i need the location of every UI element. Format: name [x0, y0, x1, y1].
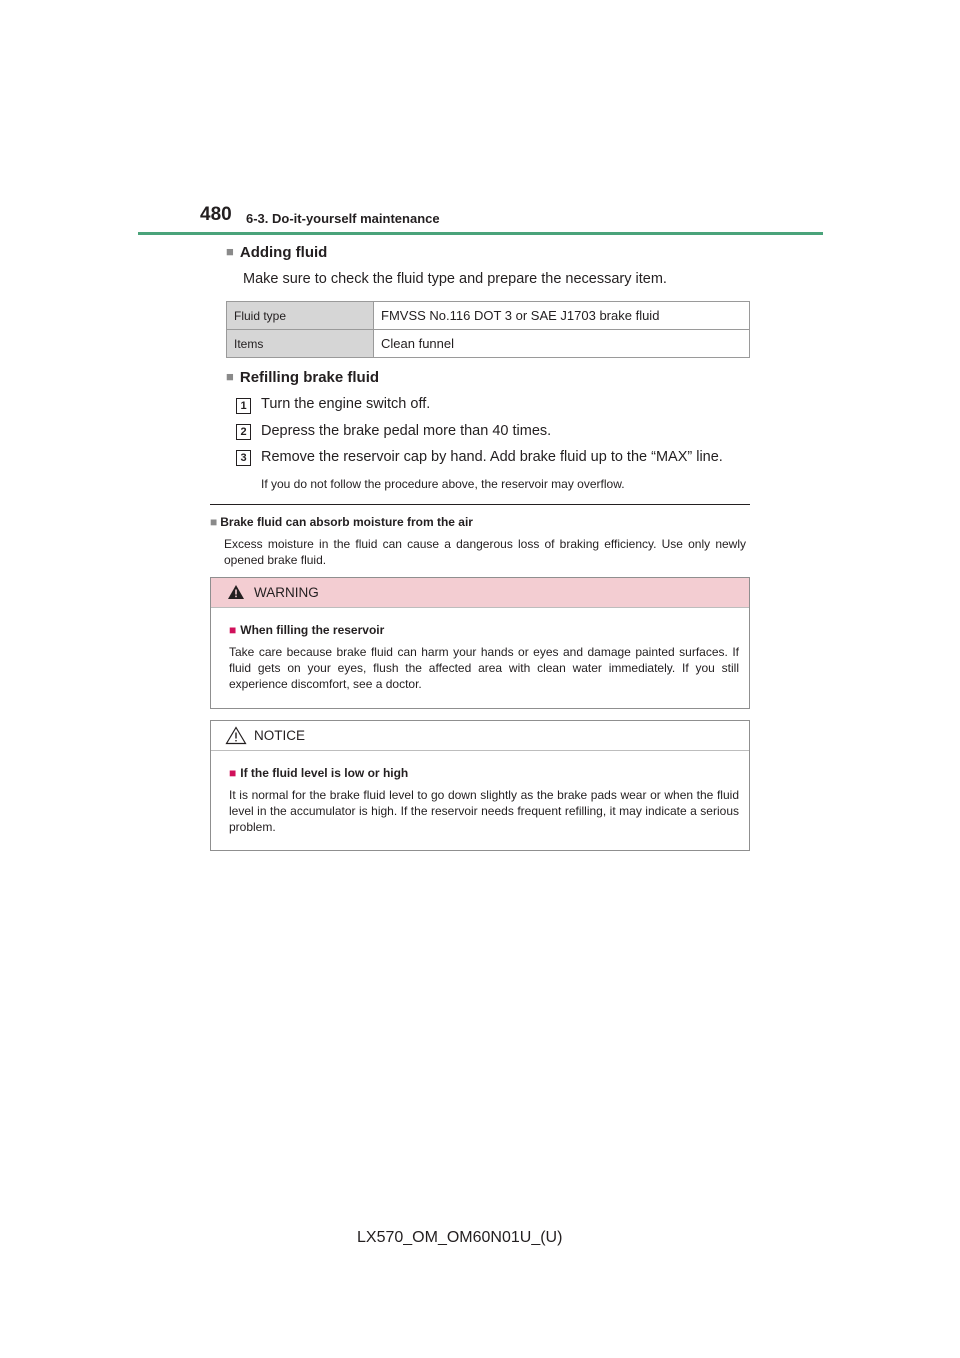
step-number: 2 — [236, 424, 251, 440]
square-bullet-icon: ■ — [226, 369, 234, 384]
square-bullet-icon: ■ — [229, 766, 237, 780]
square-bullet-icon: ■ — [229, 623, 237, 637]
moisture-heading-text: Brake fluid can absorb moisture from the air — [220, 515, 473, 529]
square-bullet-icon: ■ — [210, 515, 218, 529]
section-title: 6-3. Do-it-yourself maintenance — [246, 211, 440, 226]
warning-text: Take care because brake fluid can harm your hands or eyes and damage painted surfaces. If fluid gets on your eyes, flush the affected area with clean water immediately. If you still experience discomfort, see a doctor. — [229, 645, 739, 691]
notice-triangle-icon — [225, 726, 247, 745]
notice-box — [210, 720, 750, 851]
warning-box — [210, 577, 750, 709]
notice-header — [211, 721, 749, 751]
fluid-table — [226, 301, 750, 358]
notice-subheading-text: If the fluid level is low or high — [240, 766, 409, 780]
adding-fluid-heading — [226, 244, 327, 261]
step-number: 1 — [236, 398, 251, 414]
notice-subheading — [229, 766, 408, 780]
page-number: 480 — [200, 204, 232, 225]
step-text: Depress the brake pedal more than 40 times. — [261, 423, 552, 439]
header-rule — [138, 232, 823, 235]
step-text: Turn the engine switch off. — [261, 396, 431, 412]
table-label: Fluid type — [227, 302, 374, 330]
warning-triangle-icon — [227, 584, 245, 600]
footer-doc-id: LX570_OM_OM60N01U_(U) — [357, 1229, 563, 1246]
step-text: Remove the reservoir cap by hand. Add brake fluid up to the “MAX” line. — [261, 449, 723, 465]
warning-subheading — [229, 623, 384, 637]
warning-header — [211, 578, 749, 608]
warning-title: WARNING — [254, 585, 319, 600]
adding-fluid-heading-text: Adding fluid — [239, 244, 328, 261]
warning-subheading-text: When filling the reservoir — [240, 623, 385, 637]
table-value: FMVSS No.116 DOT 3 or SAE J1703 brake fluid — [374, 302, 750, 330]
table-row — [227, 302, 750, 330]
adding-fluid-text: Make sure to check the fluid type and prepare the necessary item. — [243, 271, 667, 287]
table-row — [227, 330, 750, 358]
table-label: Items — [227, 330, 374, 358]
notice-title: NOTICE — [254, 728, 306, 743]
square-bullet-icon: ■ — [226, 244, 234, 259]
table-value: Clean funnel — [374, 330, 750, 358]
section-divider — [210, 504, 750, 505]
refilling-heading — [226, 369, 379, 386]
procedure-note: If you do not follow the procedure above, the reservoir may overflow. — [261, 477, 625, 491]
moisture-text: Excess moisture in the fluid can cause a dangerous loss of braking efficiency. Use only newly opened brake fluid. — [224, 537, 746, 567]
notice-text: It is normal for the brake fluid level to go down slightly as the brake pads wear or when the fluid level in the accumulator is high. If the reservoir needs frequent refilling, it may indicate a serious problem. — [229, 788, 739, 834]
step-number: 3 — [236, 450, 251, 466]
refilling-heading-text: Refilling brake fluid — [239, 369, 380, 386]
moisture-heading — [210, 515, 473, 529]
